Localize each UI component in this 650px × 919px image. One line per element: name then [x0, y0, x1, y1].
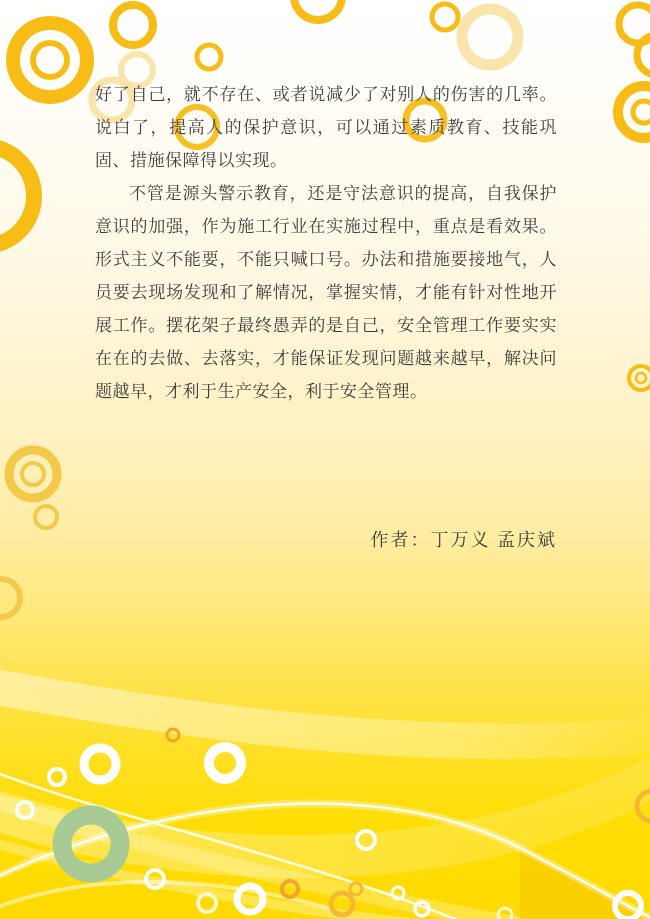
author-line: 作者：丁万义 孟庆斌: [370, 530, 557, 550]
mid-right-ring: [629, 366, 650, 390]
paragraph-continued: 好了自己，就不存在、或者说减少了对别人的伤害的几率。说白了，提高人的保护意识，可以通过素质教育、技能巩固、措施保障得以实现。: [95, 85, 557, 170]
document-body: [95, 78, 557, 408]
paragraph: 不管是源头警示教育，还是守法意识的提高，自我保护意识的加强，作为施工行业在实施过程中，重点是看效果。形式主义不能要，不能只喊口号。办法和措施要接地气，人员要去现场发现和了解情况，掌握实情，才能有针对性地开展工作。摆花架子最终愚弄的是自己，安全管理工作要实实在在的去做、去落实，才能保证发现问题越来越早，解决问题越早，才利于生产安全，利于安全管理。: [95, 184, 557, 401]
mid-left-rings: [0, 450, 57, 617]
